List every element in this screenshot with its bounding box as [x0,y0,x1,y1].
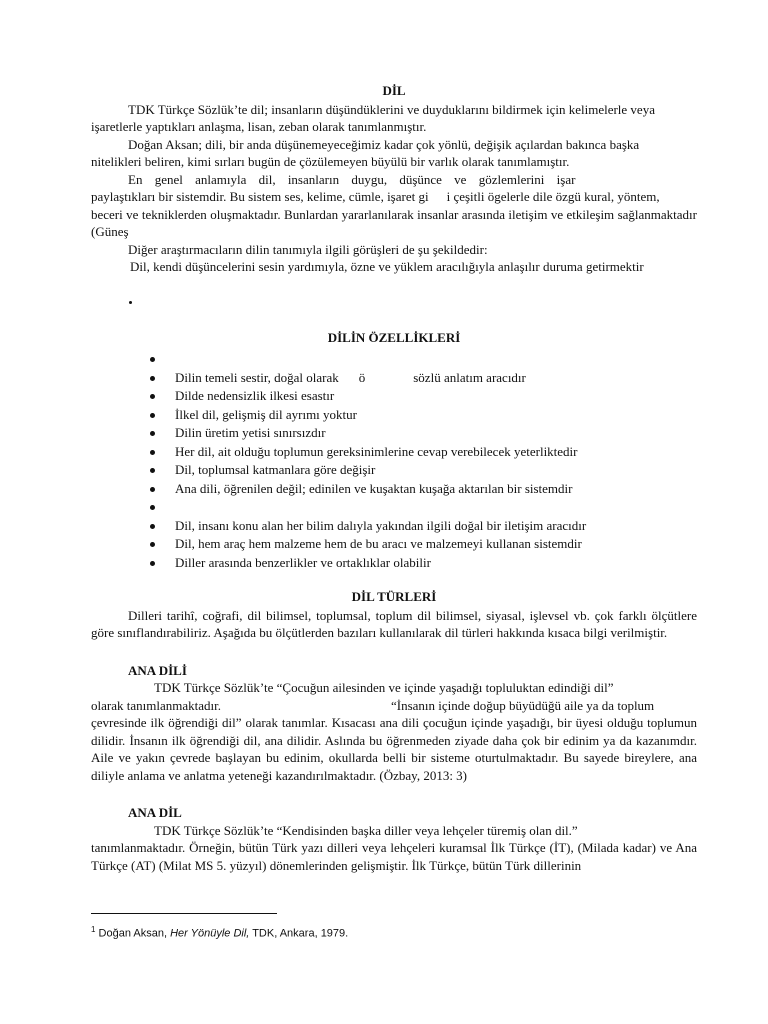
intro-paragraph-1-line-1: TDK Türkçe Sözlük’te dil; insanların düşündüklerini ve duyduklarını bildirmek için kelimelerle veya [128,101,655,117]
intro-paragraph-1-line-2: işaretlerle yaptıkları anlaşma, lisan, zeban olarak tanımlanmıştır. [91,119,427,134]
feature-text-fragment: ö [358,369,366,385]
ana-dili-line-2 [91,697,697,715]
ana-dili-line-2a: olarak tanımlanmaktadır. [91,697,221,713]
footnote-book-title: Her Yönüyle Dil, [170,927,250,940]
feature-item [91,424,697,443]
intro-paragraph-5: Dil, kendi düşüncelerini sesin yardımıyla, özne ve yüklem aracılığıyla anlaşılır duruma getirmektir [130,259,644,274]
bullet-dot-icon [150,505,155,510]
ana-dili-heading: ANA DİLİ [128,662,187,678]
intro-paragraph-3-rest: beceri ve tekniklerden oluşmaktadır. Bunlardan yararlanılarak insanlar arasında iletişim ve etkileşim sağlanmaktadır (Güneş [91,206,697,239]
intro-paragraph-3-line-2b: i çeşitli ögelerle dile özgü kural, yöntem, [446,189,660,204]
document-title: DİL [382,83,406,98]
bullet-dot-icon [150,376,155,381]
ana-dil-rest: tanımlanmaktadır. Örneğin, bütün Türk yazı dilleri veya lehçeleri kuramsal İlk Türkçe (İT), (Milada kadar) ve Ana Türkçe (AT) (Milat MS 5. yüzyıl) dönemlerinden gelişmiştir. İlk Türkçe, bütün Türk dillerinin [91,840,697,873]
bullet-dot-icon [150,431,155,436]
feature-item [91,350,697,369]
feature-item [91,535,697,554]
feature-item [91,443,697,462]
feature-item [91,498,697,517]
intro-paragraph-2-line-2: nitelikleri beliren, kimi sırları bugün de çözülemeyen büyülü bir varlık olarak tanımlamıştır. [91,154,570,169]
ana-dili-line-1: TDK Türkçe Sözlük’te “Çocuğun ailesinden ve içinde yaşadığı topluluktan edindiği dil” [154,680,614,695]
bullet-dot-icon [150,542,155,547]
feature-item [91,369,697,388]
footnote-author: Doğan Aksan, [98,927,171,940]
feature-text: Dilin temeli sestir, doğal olarak [175,369,339,385]
features-list [91,350,697,572]
intro-paragraph-4: Diğer araştırmacıların dilin tanımıyla ilgili görüşleri de şu şekildedir: [128,241,488,257]
feature-item [91,406,697,425]
feature-text: Ana dili, öğrenilen değil; edinilen ve kuşaktan kuşağa aktarılan bir sistemdir [175,480,573,496]
feature-text: Dilde nedensizlik ilkesi esastır [175,388,335,403]
ana-dil-heading: ANA DİL [128,805,182,820]
types-paragraph: Dilleri tarihî, coğrafi, dil bilimsel, toplumsal, toplum dil bilimsel, siyasal, işlevsel vb. çok farklı ölçütlere göre sınıflandırabiliriz. Aşağıda bu ölçütlerden bazıları kullanılarak dil türleri hakkında kısaca bilgi verilmiştir. [91,607,697,640]
bullet-dot-icon [150,357,155,362]
features-heading: DİLİN ÖZELLİKLERİ [327,329,461,345]
feature-item [91,387,697,406]
feature-text: Dilin üretim yetisi sınırsızdır [175,425,326,440]
stray-bullet [91,294,697,311]
feature-text: Her dil, ait olduğu toplumun gereksinimlerine cevap verebilecek yeterliktedir [175,443,578,459]
intro-paragraph-2-line-1: Doğan Aksan; dili, bir anda düşünemeyeceğimiz kadar çok yönlü, değişik açılardan bakınca başka [128,136,640,152]
intro-paragraph-3-line-2a: paylaştıkları bir sistemdir. Bu sistem ses, kelime, cümle, işaret gi [91,189,429,204]
feature-item [91,554,697,573]
bullet-dot-icon [150,524,155,529]
document-page [91,80,697,874]
feature-item [91,480,697,499]
ana-dili-line-2b: “İnsanın içinde doğup büyüdüğü aile ya da toplum [390,697,655,713]
ana-dili-rest: çevresinde ilk öğrendiği dil” olarak tanımlar. Kısacası ana dili çocuğun içinde yaşadığı, bir üyesi olduğu toplumun dilidir. İnsanın ilk öğrendiği dil, ana dilidir. Aslında bu öğrenmeden ziyade daha çok bir edinim ya da kazanımdır. Aile ve yakın çevrede başlayan bu edinim, okullarda belli bir sisteme oturtulmaktadır. Bu sayede bireylere, ana diliyle anlama ve anlatma yeteneği kazandırılmaktadır. (Özbay, 2013: 3) [91,715,697,783]
feature-text: Dil, hem araç hem malzeme hem de bu aracı ve malzemeyi kullanan sistemdir [175,536,582,551]
footnote-publisher: TDK, Ankara, 1979. [249,927,349,940]
bullet-dot-icon [150,561,155,566]
feature-text-fragment: sözlü anlatım aracıdır [413,369,526,385]
feature-text: Diller arasında benzerlikler ve ortaklıklar olabilir [175,554,431,570]
feature-item [91,461,697,480]
types-heading: DİL TÜRLERİ [351,589,437,604]
feature-text: İlkel dil, gelişmiş dil ayrımı yoktur [175,406,357,422]
ana-dil-line-1: TDK Türkçe Sözlük’te “Kendisinden başka diller veya lehçeler türemiş olan dil.” [154,822,578,838]
feature-text: Dil, toplumsal katmanlara göre değişir [175,462,376,477]
feature-item [91,517,697,536]
bullet-dot-icon [150,413,155,418]
footnote [91,921,348,943]
intro-paragraph-3-line-1: En genel anlamıyla dil, insanların duygu, düşünce ve gözlemlerini işar [128,171,576,187]
intro-paragraph-3-line-2 [91,188,697,206]
bullet-dot-icon [150,450,155,455]
bullet-dot-icon [150,394,155,399]
footnote-separator [91,913,277,914]
bullet-dot-icon [129,301,132,304]
bullet-dot-icon [150,468,155,473]
bullet-dot-icon [150,487,155,492]
footnote-number: 1 [91,925,96,934]
feature-text: Dil, insanı konu alan her bilim dalıyla yakından ilgili doğal bir iletişim aracıdır [175,517,587,533]
